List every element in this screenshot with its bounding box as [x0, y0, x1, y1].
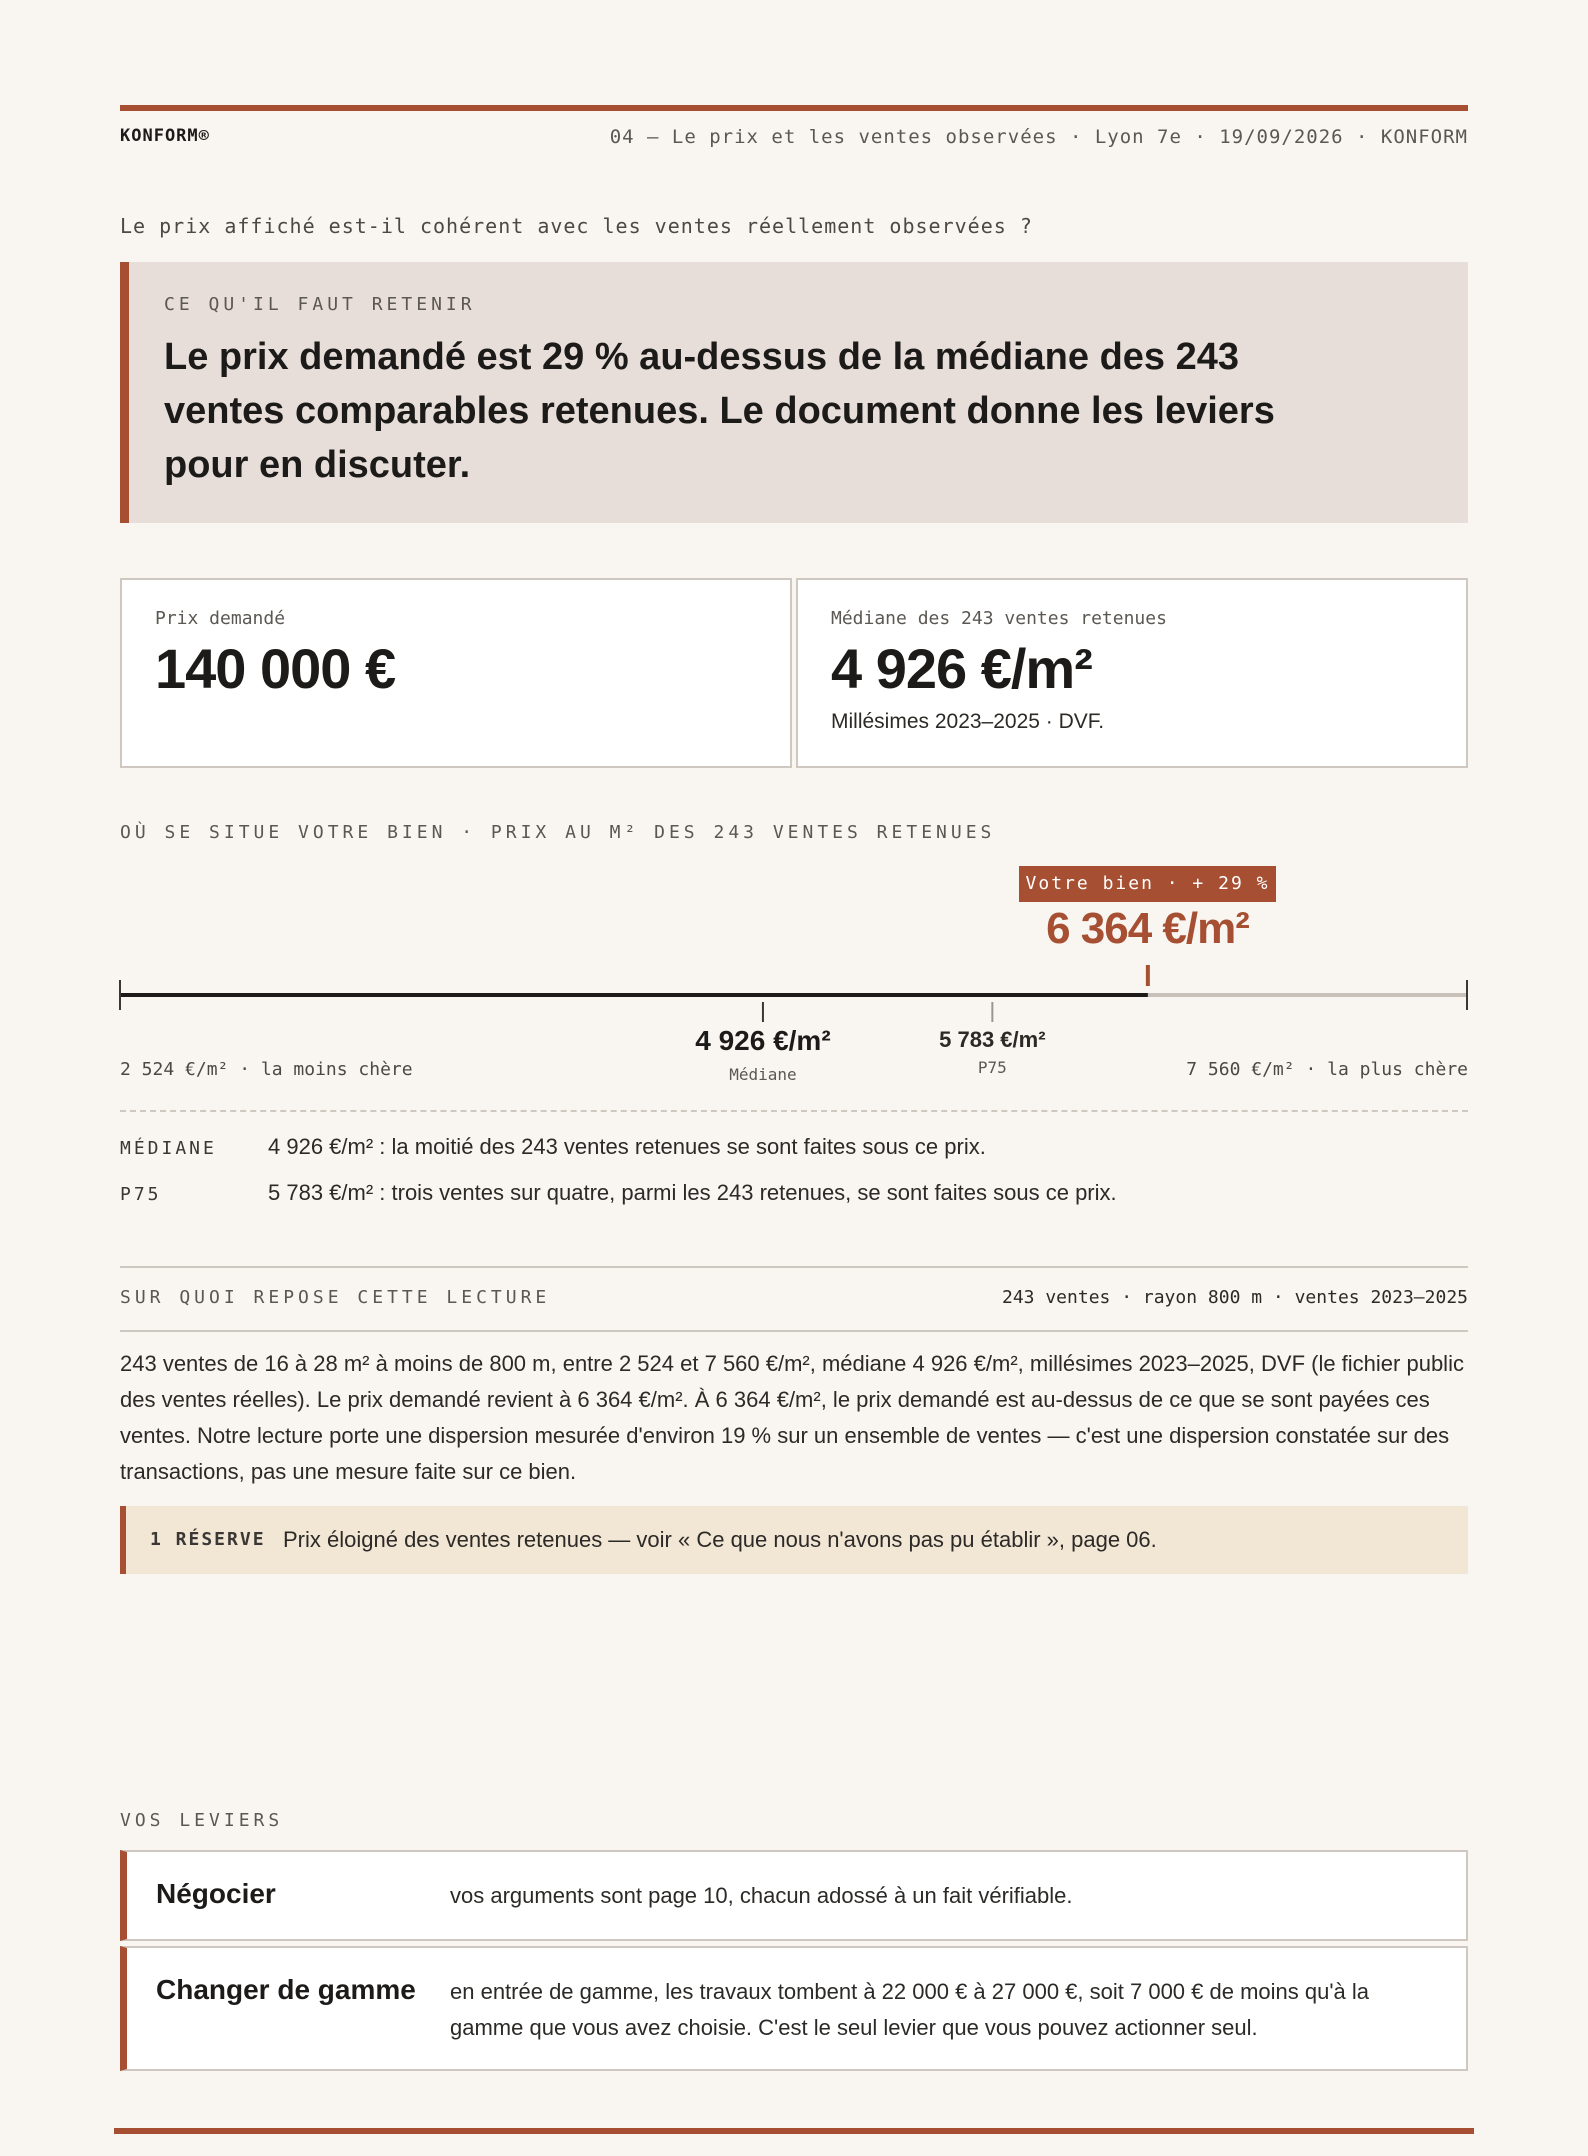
max-label: 7 560 €/m² · la plus chère — [1186, 1059, 1468, 1080]
basis-top-rule — [120, 1266, 1468, 1268]
definition-term-median: MÉDIANE — [120, 1138, 217, 1159]
definition-term-p75: P75 — [120, 1184, 162, 1205]
lever-negotiate — [120, 1850, 1468, 1941]
callout-message: Le prix demandé est 29 % au-dessus de la médiane des 243 ventes comparables retenues. Le document donne les leviers pour en discuter. — [164, 336, 1275, 486]
price-position-scale — [0, 950, 1588, 1090]
top-rule — [120, 105, 1468, 111]
p75-value-label: 5 783 €/m² — [939, 1027, 1046, 1052]
min-label: 2 524 €/m² · la moins chère — [120, 1059, 413, 1080]
levers-section-label: VOS LEVIERS — [120, 1810, 284, 1831]
lever-name: Négocier — [156, 1878, 276, 1909]
bottom-rule — [114, 2128, 1474, 2134]
reserve-text: Prix éloigné des ventes retenues — voir « Ce que nous n'avons pas pu établir », page 06. — [283, 1527, 1157, 1552]
median-value-label: 4 926 €/m² — [695, 1025, 831, 1056]
reserve-tag: 1 RÉSERVE — [150, 1529, 266, 1550]
callout-kicker: CE QU'IL FAUT RETENIR — [164, 294, 476, 315]
page-question: Le prix affiché est-il cohérent avec les ventes réellement observées ? — [120, 214, 1033, 238]
p75-caption: P75 — [977, 1058, 1007, 1077]
definition-text-p75: 5 783 €/m² : trois ventes sur quatre, parmi les 243 retenues, se sont faites sous ce prix. — [268, 1180, 1117, 1205]
lever-name: Changer de gamme — [156, 1974, 416, 2005]
asked-price-value: 140 000 € — [155, 637, 396, 700]
key-takeaway-callout — [120, 262, 1468, 523]
basis-meta: 243 ventes · rayon 800 m · ventes 2023–2025 — [1002, 1287, 1468, 1308]
your-price-value: 6 364 €/m² — [1046, 904, 1249, 953]
median-card-label: Médiane des 243 ventes retenues — [831, 608, 1167, 629]
lever-change-range — [120, 1946, 1468, 2071]
position-section-label: OÙ SE SITUE VOTRE BIEN · PRIX AU M² DES 243 VENTES RETENUES — [120, 822, 996, 843]
your-property-badge: Votre bien · + 29 % — [1019, 866, 1276, 902]
basis-section-label: SUR QUOI REPOSE CETTE LECTURE — [120, 1287, 551, 1308]
lever-description: en entrée de gamme, les travaux tombent à 22 000 € à 27 000 €, soit 7 000 € de moins qu'à la gamme que vous avez choisie. C'est le seul levier que vous pouvez actionner seul. — [450, 1979, 1370, 2040]
basis-paragraph: 243 ventes de 16 à 28 m² à moins de 800 m, entre 2 524 et 7 560 €/m², médiane 4 926 €/m², millésimes 2023–2025, DVF (le fichier public des ventes réelles). Le prix demandé revient à 6 364 €/m². À 6 364 €/m², le prix demandé est au-dessus de ce que se sont payées ces ventes. Notre lecture porte une dispersion mesurée d'environ 19 % sur un ensemble de ventes — c'est une dispersion constatée sur des transactions, pas une mesure faite sur ce bien. — [120, 1351, 1464, 1484]
asked-price-card — [120, 578, 792, 768]
median-price-card — [796, 578, 1468, 768]
basis-bottom-rule — [120, 1330, 1468, 1332]
median-caption: Médiane — [729, 1065, 797, 1084]
asked-price-label: Prix demandé — [155, 608, 286, 629]
brand-logo: KONFORM® — [120, 126, 210, 146]
median-card-value: 4 926 €/m² — [831, 637, 1092, 700]
page-breadcrumb: 04 — Le prix et les ventes observées · Lyon 7e · 19/09/2026 · KONFORM — [609, 126, 1468, 148]
median-card-sub: Millésimes 2023–2025 · DVF. — [831, 710, 1105, 733]
definition-text-median: 4 926 €/m² : la moitié des 243 ventes retenues se sont faites sous ce prix. — [268, 1134, 986, 1159]
lever-description: vos arguments sont page 10, chacun adossé à un fait vérifiable. — [450, 1883, 1073, 1908]
reserve-note — [120, 1506, 1468, 1574]
definitions-divider — [120, 1110, 1468, 1112]
